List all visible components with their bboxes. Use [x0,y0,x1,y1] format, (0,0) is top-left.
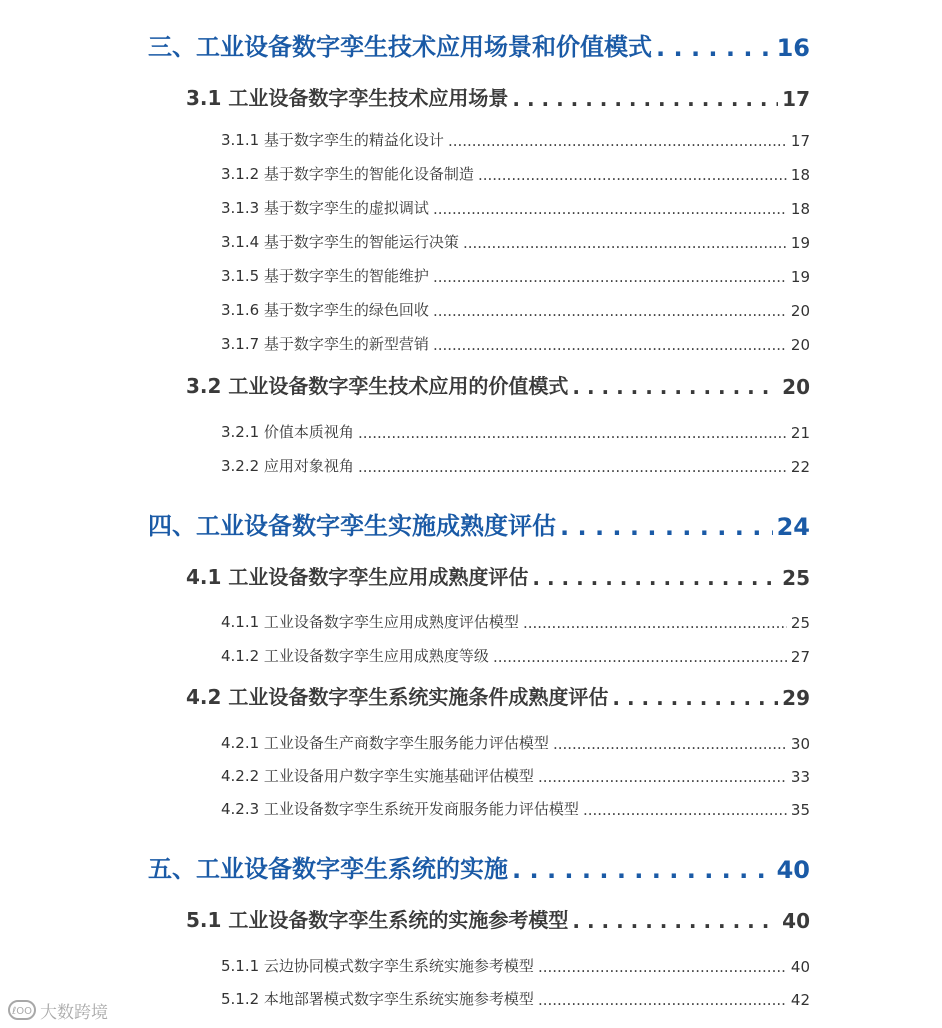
toc-chapter-entry[interactable] [148,28,810,62]
toc-entry-title: 3.1 工业设备数字孪生技术应用场景 [186,86,509,110]
toc-entry-title: 4.2.2 工业设备用户数字孪生实施基础评估模型 [221,767,534,785]
toc-subsection-entry[interactable] [221,954,810,976]
toc-entry-page: 25 [790,614,810,632]
toc-entry-page: 20 [790,302,810,320]
toc-entry-title: 3.2.2 应用对象视角 [221,457,354,475]
toc-entry-page: 25 [782,566,810,590]
toc-entry-title: 5.1.1 云边协同模式数字孪生系统实施参考模型 [221,957,534,975]
dot-leader [433,302,787,320]
toc-entry-page: 18 [790,166,810,184]
dot-leader [512,87,778,111]
toc-entry-title: 5.1.2 本地部署模式数字孪生系统实施参考模型 [221,990,534,1008]
toc-entry-page: 19 [790,268,810,286]
toc-entry-title: 3.1.4 基于数字孪生的智能运行决策 [221,233,459,251]
toc-entry-title: 4.2.3 工业设备数字孪生系统开发商服务能力评估模型 [221,800,579,818]
toc-subsection-entry[interactable] [221,610,810,632]
toc-section-entry[interactable] [186,560,810,590]
toc-subsection-entry[interactable] [221,454,810,476]
toc-entry-title: 3.1.7 基于数字孪生的新型营销 [221,335,429,353]
toc-entry-page: 22 [790,458,810,476]
toc-entry-page: 20 [782,375,810,399]
toc-subsection-entry[interactable] [221,230,810,252]
toc-entry-title: 三、工业设备数字孪生技术应用场景和价值模式 [148,33,652,61]
toc-chapter-entry[interactable] [148,850,810,884]
toc-section-entry[interactable] [186,903,810,933]
dot-leader [512,856,773,884]
dot-leader [656,34,773,62]
dot-leader [538,958,787,976]
toc-entry-page: 16 [776,34,810,62]
watermark-logo-icon: ℓOO [8,1000,36,1020]
dot-leader [433,336,787,354]
toc-entry-page: 19 [790,234,810,252]
toc-entry-title: 四、工业设备数字孪生实施成熟度评估 [148,512,556,540]
toc-entry-title: 3.2.1 价值本质视角 [221,423,354,441]
watermark [8,996,108,1024]
toc-entry-title: 3.2 工业设备数字孪生技术应用的价值模式 [186,374,569,398]
toc-entry-title: 3.1.6 基于数字孪生的绿色回收 [221,301,429,319]
toc-entry-title: 4.1.1 工业设备数字孪生应用成熟度评估模型 [221,613,519,631]
dot-leader [572,375,778,399]
toc-subsection-entry[interactable] [221,764,810,786]
watermark-text: 大数跨境 [40,1002,108,1023]
toc-subsection-entry[interactable] [221,797,810,819]
toc-entry-title: 4.2 工业设备数字孪生系统实施条件成熟度评估 [186,685,609,709]
toc-subsection-entry[interactable] [221,196,810,218]
dot-leader [553,735,787,753]
toc-entry-page: 33 [790,768,810,786]
toc-entry-page: 21 [790,424,810,442]
toc-subsection-entry[interactable] [221,420,810,442]
toc-entry-title: 3.1.5 基于数字孪生的智能维护 [221,267,429,285]
dot-leader [523,614,787,632]
toc-entry-title: 3.1.3 基于数字孪生的虚拟调试 [221,199,429,217]
toc-entry-title: 3.1.2 基于数字孪生的智能化设备制造 [221,165,474,183]
toc-entry-title: 4.1 工业设备数字孪生应用成熟度评估 [186,565,529,589]
toc-entry-page: 42 [790,991,810,1009]
toc-section-entry[interactable] [186,81,810,111]
dot-leader [612,686,778,710]
toc-entry-page: 40 [790,958,810,976]
toc-entry-page: 24 [776,513,810,541]
toc-entry-page: 27 [790,648,810,666]
toc-entry-title: 4.2.1 工业设备生产商数字孪生服务能力评估模型 [221,734,549,752]
toc-entry-title: 3.1.1 基于数字孪生的精益化设计 [221,131,444,149]
toc-subsection-entry[interactable] [221,644,810,666]
toc-entry-page: 40 [776,856,810,884]
toc-entry-page: 40 [782,909,810,933]
dot-leader [433,268,787,286]
toc-entry-page: 29 [782,686,810,710]
toc-subsection-entry[interactable] [221,987,810,1009]
toc-entry-page: 18 [790,200,810,218]
dot-leader [493,648,787,666]
toc-subsection-entry[interactable] [221,731,810,753]
toc-section-entry[interactable] [186,369,810,399]
dot-leader [572,909,778,933]
dot-leader [463,234,787,252]
dot-leader [358,424,787,442]
dot-leader [433,200,787,218]
toc-entry-page: 20 [790,336,810,354]
toc-entry-page: 17 [790,132,810,150]
toc-entry-title: 5.1 工业设备数字孪生系统的实施参考模型 [186,908,569,932]
dot-leader [538,991,787,1009]
dot-leader [532,566,778,590]
dot-leader [560,513,773,541]
toc-subsection-entry[interactable] [221,332,810,354]
dot-leader [448,132,787,150]
toc-entry-page: 35 [790,801,810,819]
toc-chapter-entry[interactable] [148,507,810,541]
toc-section-entry[interactable] [186,680,810,710]
toc-subsection-entry[interactable] [221,162,810,184]
dot-leader [358,458,787,476]
toc-entry-title: 五、工业设备数字孪生系统的实施 [148,855,508,883]
toc-subsection-entry[interactable] [221,298,810,320]
toc-entry-page: 17 [782,87,810,111]
toc-subsection-entry[interactable] [221,128,810,150]
dot-leader [583,801,787,819]
dot-leader [538,768,787,786]
toc-entry-title: 4.1.2 工业设备数字孪生应用成熟度等级 [221,647,489,665]
toc-subsection-entry[interactable] [221,264,810,286]
dot-leader [478,166,787,184]
toc-entry-page: 30 [790,735,810,753]
